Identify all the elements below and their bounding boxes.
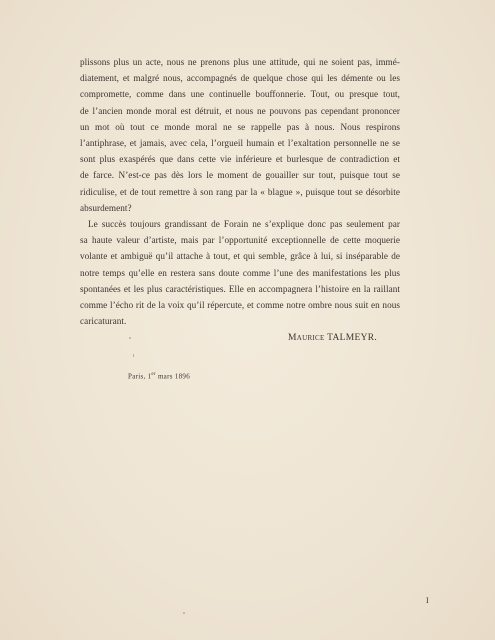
text-line: diatement, et malgré nous, accompagnés de quelque chose qui les démente ou les — [80, 73, 400, 84]
text-line: spontanées et les plus caractéristiques. Elle en accompagnera l’histoire en la raillant — [80, 283, 400, 294]
text-line: caricaturant. — [80, 316, 127, 327]
paper-speck — [133, 354, 134, 357]
text-line: de l’ancien monde moral est détruit, et nous ne pouvons pas cependant prononcer — [80, 105, 400, 116]
paper-speck — [183, 612, 185, 614]
author-signature — [288, 333, 377, 343]
text-line: un mot où tout ce monde moral ne se rappelle pas à nous. Nous respirons — [80, 121, 400, 132]
text-line: de farce. N’est-ce pas dès lors le moment de gouailler sur tout, puisque tout se — [80, 170, 400, 181]
text-line: plissons plus un acte, nous ne prenons plus une attitude, qui ne soient pas, immé- — [80, 57, 400, 67]
page-number: I — [426, 596, 429, 605]
text-line: absurdement? — [80, 202, 132, 213]
dateline-superscript: er — [151, 372, 156, 377]
text-line: sont plus exaspérés que dans cette vie inférieure et burlesque de contradiction et — [80, 154, 400, 165]
text-line: ridiculise, et de tout remettre à son rang par la « blague », puisque tout se désorbite — [80, 186, 400, 197]
paper-speck — [129, 337, 131, 339]
body-text — [80, 54, 400, 329]
text-line: l’antiphrase, et jamais, avec cela, l’orgueil humain et l’exaltation personnelle ne se — [80, 138, 400, 149]
signature-last-name: TALMEYR. — [327, 333, 378, 343]
text-line: comme l’écho rit de la voix qu’il répercute, et comme notre ombre nous suit en nous — [80, 300, 400, 311]
text-line: sa haute valeur d’artiste, mais par l’opportunité exceptionnelle de cette moquerie — [80, 235, 400, 246]
text-line: volante et ambiguë qu’il attache à tout, et qui semble, grâce à lui, si inséparable de — [80, 251, 400, 262]
text-line: notre temps qu’elle en restera sans doute comme l’une des manifestations les plus — [80, 267, 400, 278]
dateline-date: mars 1896 — [155, 372, 190, 381]
text-line: compromette, comme dans une continuelle bouffonnerie. Tout, ou presque tout, — [80, 89, 400, 100]
dateline-place: Paris, 1 — [128, 372, 152, 381]
text-line: Le succès toujours grandissant de Forain ne s’explique donc pas seulement par — [88, 219, 400, 230]
dateline — [128, 372, 190, 380]
signature-first-name: Maurice — [288, 333, 325, 343]
